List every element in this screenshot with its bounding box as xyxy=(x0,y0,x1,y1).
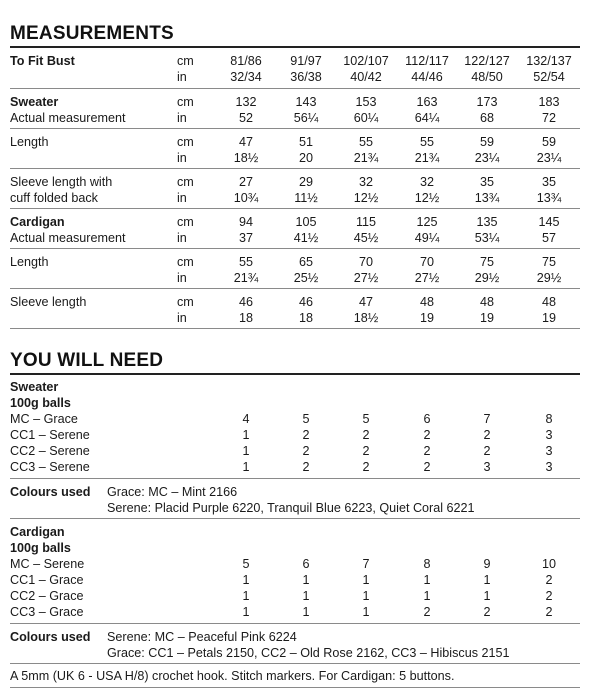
measure-value: 55 xyxy=(419,135,434,149)
colours-label: Colours used xyxy=(10,485,91,499)
ball-count: 1 xyxy=(302,605,310,619)
ball-count: 1 xyxy=(362,589,370,603)
measurement-row xyxy=(10,214,580,246)
measure-value: 59 xyxy=(479,135,494,149)
measure-value: 23¼ xyxy=(536,151,562,165)
ball-count: 2 xyxy=(362,444,370,458)
ball-count: 5 xyxy=(302,412,310,426)
measure-value: 55 xyxy=(358,135,373,149)
unit-in: in xyxy=(177,70,187,84)
yarn-row xyxy=(10,443,580,459)
measure-value: 32 xyxy=(419,175,434,189)
row-label: Sleeve length xyxy=(10,295,87,309)
yarn-row xyxy=(10,588,580,604)
divider xyxy=(10,663,580,664)
size-value: 32/34 xyxy=(230,70,262,84)
ball-count: 1 xyxy=(423,589,431,603)
divider xyxy=(10,373,580,375)
size-value: 132/137 xyxy=(526,54,572,68)
unit-cm: cm xyxy=(177,95,194,109)
ball-count: 8 xyxy=(423,557,431,571)
measure-value: 29½ xyxy=(474,271,500,285)
ball-count: 2 xyxy=(423,444,431,458)
unit-cm: cm xyxy=(177,54,194,68)
ball-count: 4 xyxy=(242,412,250,426)
size-value: 44/46 xyxy=(411,70,443,84)
ball-count: 1 xyxy=(242,605,250,619)
ball-count: 1 xyxy=(242,573,250,587)
measure-value: 75 xyxy=(479,255,494,269)
colours-line: Serene: MC – Peaceful Pink 6224 xyxy=(107,630,297,644)
cardigan-yarn-section xyxy=(10,524,580,620)
ball-count: 1 xyxy=(483,589,491,603)
row-sublabel: Actual measurement xyxy=(10,231,126,245)
unit-in: in xyxy=(177,111,187,125)
measure-value: 56¼ xyxy=(293,111,319,125)
yarn-label: CC3 – Serene xyxy=(10,460,90,474)
measure-value: 65 xyxy=(298,255,313,269)
measure-value: 70 xyxy=(358,255,373,269)
divider xyxy=(10,248,580,249)
measure-value: 51 xyxy=(298,135,313,149)
unit-in: in xyxy=(177,311,187,325)
measure-value: 60¼ xyxy=(353,111,379,125)
measure-value: 75 xyxy=(541,255,556,269)
divider xyxy=(10,46,580,48)
measure-value: 27½ xyxy=(353,271,379,285)
measure-value: 47 xyxy=(238,135,253,149)
ball-count: 3 xyxy=(545,428,553,442)
ball-count: 1 xyxy=(302,573,310,587)
ball-count: 7 xyxy=(483,412,491,426)
unit-cm: cm xyxy=(177,135,194,149)
divider xyxy=(10,623,580,624)
measure-value: 94 xyxy=(238,215,253,229)
yarn-label: MC – Grace xyxy=(10,412,78,426)
ball-count: 2 xyxy=(483,428,491,442)
size-value: 91/97 xyxy=(290,54,322,68)
measure-value: 21¾ xyxy=(353,151,379,165)
row-label: To Fit Bust xyxy=(10,54,75,68)
measure-value: 29½ xyxy=(536,271,562,285)
ball-count: 2 xyxy=(483,444,491,458)
row-label: Sleeve length with xyxy=(10,175,113,189)
measure-value: 18 xyxy=(238,311,253,325)
ball-count: 2 xyxy=(545,589,553,603)
ball-count: 6 xyxy=(423,412,431,426)
measure-value: 12½ xyxy=(414,191,440,205)
measure-value: 153 xyxy=(355,95,377,109)
measure-value: 125 xyxy=(416,215,438,229)
unit-in: in xyxy=(177,271,187,285)
section-subheading: 100g balls xyxy=(10,541,71,555)
ball-count: 2 xyxy=(302,460,310,474)
divider xyxy=(10,478,580,479)
yarn-row xyxy=(10,604,580,620)
measure-value: 135 xyxy=(476,215,498,229)
measure-value: 64¼ xyxy=(414,111,440,125)
ball-count: 2 xyxy=(483,605,491,619)
measure-value: 29 xyxy=(298,175,313,189)
ball-count: 5 xyxy=(362,412,370,426)
measure-value: 46 xyxy=(238,295,253,309)
measure-value: 48 xyxy=(419,295,434,309)
measure-value: 11½ xyxy=(294,191,318,205)
measurement-row xyxy=(10,174,580,206)
measurements-title: MEASUREMENTS xyxy=(10,23,174,44)
size-value: 52/54 xyxy=(533,70,565,84)
measure-value: 13¾ xyxy=(474,191,500,205)
measure-value: 48 xyxy=(479,295,494,309)
ball-count: 1 xyxy=(423,573,431,587)
measure-value: 59 xyxy=(541,135,556,149)
yarn-label: CC1 – Serene xyxy=(10,428,90,442)
divider xyxy=(10,128,580,129)
yarn-label: CC3 – Grace xyxy=(10,605,84,619)
measure-value: 41½ xyxy=(293,231,319,245)
materials-footer: A 5mm (UK 6 - USA H/8) crochet hook. Stitch markers. For Cardigan: 5 buttons. xyxy=(10,669,455,683)
ball-count: 2 xyxy=(423,605,431,619)
ball-count: 2 xyxy=(362,460,370,474)
colours-label: Colours used xyxy=(10,630,91,644)
ball-count: 1 xyxy=(362,573,370,587)
divider xyxy=(10,288,580,289)
size-value: 40/42 xyxy=(350,70,382,84)
section-subheading: 100g balls xyxy=(10,396,71,410)
yarn-label: CC2 – Grace xyxy=(10,589,84,603)
ball-count: 5 xyxy=(242,557,250,571)
measure-value: 105 xyxy=(295,215,317,229)
ball-count: 1 xyxy=(302,589,310,603)
measure-value: 70 xyxy=(419,255,434,269)
measure-value: 47 xyxy=(358,295,373,309)
measure-value: 20 xyxy=(298,151,313,165)
measure-value: 143 xyxy=(295,95,317,109)
divider xyxy=(10,88,580,89)
measure-value: 10¾ xyxy=(233,191,259,205)
section-heading: Sweater xyxy=(10,380,59,394)
measure-value: 35 xyxy=(479,175,494,189)
measure-value: 21¾ xyxy=(414,151,440,165)
measure-value: 115 xyxy=(355,215,377,229)
row-sublabel: Actual measurement xyxy=(10,111,126,125)
measurement-row xyxy=(10,294,580,326)
measure-value: 27½ xyxy=(414,271,440,285)
measure-value: 163 xyxy=(416,95,438,109)
unit-in: in xyxy=(177,231,187,245)
unit-in: in xyxy=(177,151,187,165)
ball-count: 1 xyxy=(483,573,491,587)
measure-value: 48 xyxy=(541,295,556,309)
ball-count: 10 xyxy=(541,557,556,571)
colours-line: Grace: MC – Mint 2166 xyxy=(107,485,238,499)
measurement-row xyxy=(10,254,580,286)
ball-count: 3 xyxy=(545,444,553,458)
size-value: 112/117 xyxy=(405,54,449,68)
ball-count: 1 xyxy=(242,428,250,442)
size-value: 48/50 xyxy=(471,70,503,84)
row-label: Length xyxy=(10,135,49,149)
measure-value: 25½ xyxy=(293,271,319,285)
measure-value: 46 xyxy=(298,295,313,309)
row-label: Cardigan xyxy=(10,215,65,229)
ball-count: 6 xyxy=(302,557,310,571)
ball-count: 3 xyxy=(545,460,553,474)
divider xyxy=(10,168,580,169)
measure-value: 19 xyxy=(419,311,434,325)
row-label: Sweater xyxy=(10,95,59,109)
row-label: Length xyxy=(10,255,49,269)
measure-value: 132 xyxy=(235,95,257,109)
colours-line: Grace: CC1 – Petals 2150, CC2 – Old Rose 2162, CC3 – Hibiscus 2151 xyxy=(107,646,510,660)
unit-cm: cm xyxy=(177,295,194,309)
ball-count: 1 xyxy=(362,605,370,619)
fit-bust-row xyxy=(10,53,580,85)
ball-count: 2 xyxy=(545,605,553,619)
size-value: 81/86 xyxy=(230,54,262,68)
measure-value: 35 xyxy=(541,175,556,189)
row-sublabel: cuff folded back xyxy=(10,191,98,205)
ball-count: 2 xyxy=(423,460,431,474)
yarn-row xyxy=(10,556,580,572)
yarn-label: CC1 – Grace xyxy=(10,573,84,587)
measure-value: 53¼ xyxy=(474,231,500,245)
yarn-row xyxy=(10,411,580,427)
measurement-values xyxy=(10,134,580,166)
size-value: 102/107 xyxy=(343,54,389,68)
you-will-need-title: YOU WILL NEED xyxy=(10,350,164,371)
measure-value: 55 xyxy=(238,255,253,269)
measure-value: 19 xyxy=(479,311,494,325)
measure-value: 21¾ xyxy=(233,271,259,285)
ball-count: 1 xyxy=(242,444,250,458)
section-heading: Cardigan xyxy=(10,525,65,539)
ball-count: 1 xyxy=(242,589,250,603)
measure-value: 19 xyxy=(541,311,556,325)
measure-value: 49¼ xyxy=(414,231,440,245)
unit-cm: cm xyxy=(177,215,194,229)
ball-count: 3 xyxy=(483,460,491,474)
measure-value: 23¼ xyxy=(474,151,500,165)
measure-value: 18½ xyxy=(233,151,259,165)
divider xyxy=(10,518,580,519)
divider xyxy=(10,687,580,688)
measurement-row xyxy=(10,94,580,126)
ball-count: 2 xyxy=(302,444,310,458)
measure-value: 52 xyxy=(238,111,253,125)
ball-count: 2 xyxy=(545,573,553,587)
size-value: 36/38 xyxy=(290,70,322,84)
ball-count: 1 xyxy=(242,460,250,474)
ball-count: 9 xyxy=(483,557,491,571)
measure-value: 68 xyxy=(479,111,494,125)
measure-value: 145 xyxy=(538,215,560,229)
measure-value: 183 xyxy=(538,95,560,109)
measure-value: 12½ xyxy=(353,191,379,205)
measure-value: 13¾ xyxy=(536,191,562,205)
measure-value: 32 xyxy=(358,175,373,189)
ball-count: 2 xyxy=(362,428,370,442)
divider xyxy=(10,328,580,329)
ball-count: 8 xyxy=(545,412,553,426)
measure-value: 18 xyxy=(298,311,313,325)
measure-value: 72 xyxy=(541,111,556,125)
yarn-row xyxy=(10,459,580,475)
sweater-yarn-section xyxy=(10,379,580,475)
measure-value: 27 xyxy=(238,175,253,189)
ball-count: 2 xyxy=(423,428,431,442)
yarn-row xyxy=(10,427,580,443)
unit-cm: cm xyxy=(177,175,194,189)
size-value: 122/127 xyxy=(464,54,510,68)
measure-value: 45½ xyxy=(353,231,379,245)
measure-value: 57 xyxy=(541,231,556,245)
yarn-label: MC – Serene xyxy=(10,557,85,571)
yarn-label: CC2 – Serene xyxy=(10,444,90,458)
ball-count: 2 xyxy=(302,428,310,442)
ball-count: 7 xyxy=(362,557,370,571)
measure-value: 37 xyxy=(238,231,253,245)
divider xyxy=(10,208,580,209)
unit-in: in xyxy=(177,191,187,205)
colours-line: Serene: Placid Purple 6220, Tranquil Blue 6223, Quiet Coral 6221 xyxy=(107,501,475,515)
yarn-row xyxy=(10,572,580,588)
measure-value: 18½ xyxy=(353,311,379,325)
measure-value: 173 xyxy=(476,95,498,109)
unit-cm: cm xyxy=(177,255,194,269)
